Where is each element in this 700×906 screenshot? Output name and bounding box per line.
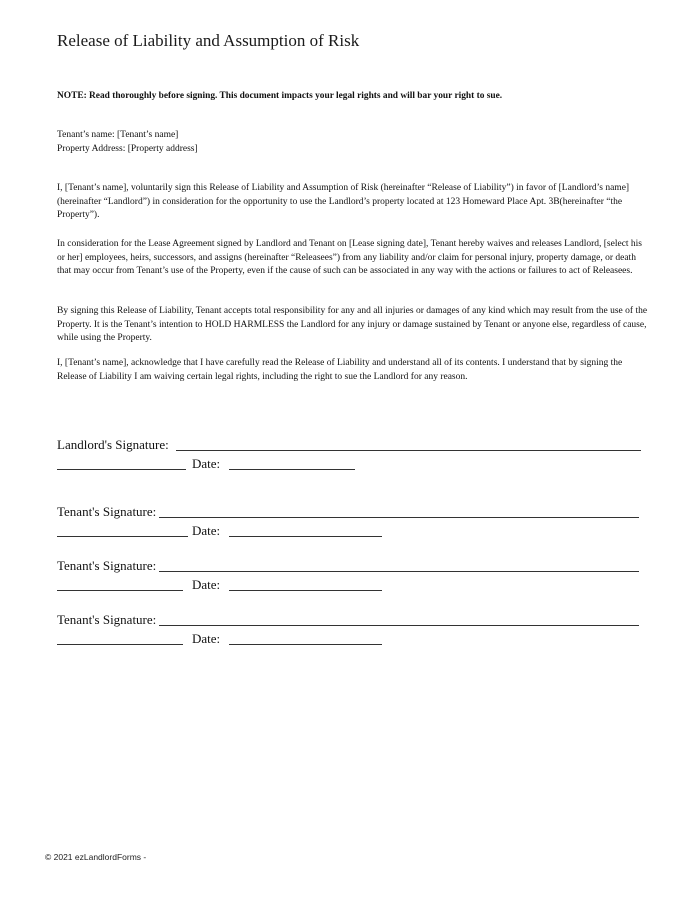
tenant-info-block (57, 128, 198, 156)
paragraph-release-intro: I, [Tenant’s name], voluntarily sign this Release of Liability and Assumption of Risk (hereinafter “Release of Liability”) in favor of [Landlord’s name] (hereinafter “Landlord”) in consideration for the opportunity to use the Landlord’s property located at 123 Homeward Place Apt. 3B(hereinafter “the Property”). (57, 183, 630, 221)
tenant-1-signature-label: Tenant's Signature: (57, 504, 157, 519)
tenant-3-date-line[interactable] (229, 644, 382, 645)
tenant-2-signature-line[interactable] (159, 571, 639, 572)
tenant-3-signature-line[interactable] (159, 625, 639, 626)
copyright-footer: © 2021 ezLandlordForms - (45, 852, 147, 862)
landlord-date-label: Date: (192, 456, 221, 471)
tenant-2-signature-label: Tenant's Signature: (57, 558, 157, 573)
tenant-3-signature-label: Tenant's Signature: (57, 612, 157, 627)
tenant-3-date-label: Date: (192, 631, 221, 646)
paragraph-acknowledgement: I, [Tenant’s name], acknowledge that I have carefully read the Release of Liability and understand all of its contents. I understand that by signing the Release of Liability I am waiving certain legal rights, including the right to sue the Landlord for any reason. (57, 358, 623, 382)
landlord-date-line[interactable] (229, 469, 355, 470)
paragraph-hold-harmless: By signing this Release of Liability, Tenant accepts total responsibility for any and all injuries or damages of any kind which may result from the use of the Property. It is the Tenant’s intention to HOLD HARMLESS the Landlord for any injury or damage sustained by Tenant or anyone else, regardless of cause, while using the Property. (57, 306, 648, 344)
warning-note: NOTE: Read thoroughly before signing. This document impacts your legal rights and will bar your right to sue. (57, 91, 503, 101)
document-title: Release of Liability and Assumption of Risk (57, 31, 360, 50)
landlord-signature-line[interactable] (176, 450, 641, 451)
property-address-line: Property Address: [Property address] (57, 144, 198, 154)
tenant-2-name-line[interactable] (57, 590, 183, 591)
tenant-3-name-line[interactable] (57, 644, 183, 645)
landlord-signature-label: Landlord's Signature: (57, 437, 169, 452)
paragraph-waiver: In consideration for the Lease Agreement signed by Landlord and Tenant on [Lease signing date], Tenant hereby waives and releases Landlord, [select his or her] employees, heirs, successors, and assigns (hereinafter “Releasees”) from any liability and/or claim for personal injury, property damage, or death that may occur from Tenant’s use of the Property, even if the cause of such can be associated in any way with the actions or failures to act of Releasees. (57, 239, 643, 277)
tenant-1-date-line[interactable] (229, 536, 382, 537)
tenant-1-signature-line[interactable] (159, 517, 639, 518)
tenant-1-name-line[interactable] (57, 536, 188, 537)
tenant-name-line: Tenant’s name: [Tenant’s name] (57, 130, 179, 140)
landlord-name-line[interactable] (57, 469, 186, 470)
tenant-1-date-label: Date: (192, 523, 221, 538)
tenant-2-date-line[interactable] (229, 590, 382, 591)
tenant-2-date-label: Date: (192, 577, 221, 592)
